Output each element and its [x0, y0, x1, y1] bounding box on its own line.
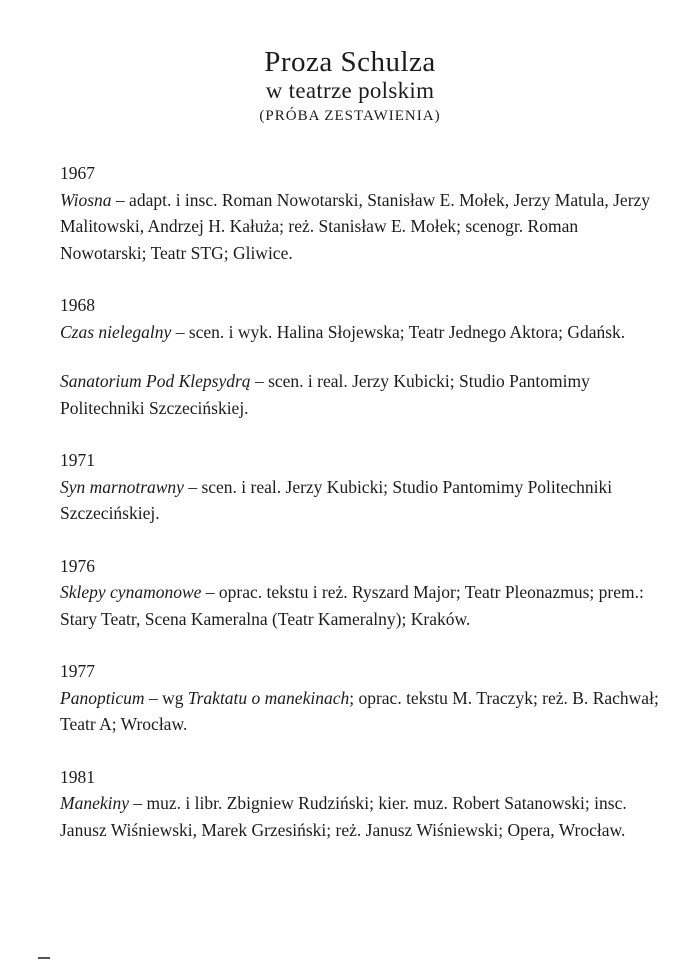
entry-year: 1967: [60, 163, 95, 183]
page-edge-mark: [38, 957, 50, 959]
entry-year: 1976: [60, 555, 95, 576]
page-subtitle: w teatrze polskim: [265, 78, 435, 103]
page-title: Proza Schulza: [264, 46, 436, 78]
entry-details: – muz. i libr. Zbigniew Rudziński; kier. muz. Robert Satanowski; insc. Janusz Wiśniewski, Marek Grzesiński; reż. Janusz Wiśniewski; Opera, Wrocław.: [60, 793, 627, 840]
entry-1967: [60, 160, 660, 266]
work-title: Manekiny: [60, 793, 129, 813]
entry-year: 1971: [60, 450, 95, 470]
work-title: Syn marnotrawny: [60, 476, 184, 497]
entry-description: [60, 579, 660, 632]
work-title: Sklepy cynamonowe: [60, 582, 202, 602]
work-title: Wiosna: [60, 189, 112, 210]
work-title: Czas nielegalny: [60, 321, 172, 342]
entry-year: 1977: [60, 661, 95, 681]
entry-1968: [60, 292, 660, 345]
entry-1981: [60, 764, 660, 844]
entry-details: – scen. i wyk. Halina Słojewska; Teatr Jednego Aktora; Gdańsk.: [171, 321, 626, 342]
source-title: Traktatu o manekinach: [187, 687, 350, 708]
entry-details: – scen. i real. Jerzy Kubicki; Studio Pantomimy Politechniki Szczecińskiej.: [60, 476, 613, 523]
entry-year: 1981: [60, 766, 95, 787]
entry-details: – oprac. tekstu i reż. Ryszard Major; Teatr Pleonazmus; prem.: Stary Teatr, Scena Kameralna (Teatr Kameralny); Kraków.: [60, 582, 644, 629]
page-header: [0, 46, 700, 126]
entries-list: [60, 160, 660, 869]
entry-details-prefix: – wg: [144, 687, 188, 708]
entry-description: [60, 187, 660, 267]
entry-1971: [60, 447, 660, 527]
entry-details: – adapt. i insc. Roman Nowotarski, Stanisław E. Mołek, Jerzy Matula, Jerzy Malitowski, Andrzej H. Kałuża; reż. Stanisław E. Mołek; scenogr. Roman Nowotarski; Teatr STG; Gliwice.: [60, 189, 651, 263]
entry-1977: [60, 658, 660, 738]
entry-description: [60, 368, 660, 421]
entry-1968-second: [60, 368, 660, 421]
entry-details: ; oprac. tekstu M. Traczyk; reż. B. Rachwał; Teatr A; Wrocław.: [60, 687, 659, 734]
entry-details: – scen. i real. Jerzy Kubicki; Studio Pantomimy Politechniki Szczecińskiej.: [60, 371, 590, 418]
entry-description: [60, 474, 660, 527]
work-title: Panopticum: [60, 687, 145, 708]
work-title: Sanatorium Pod Klepsydrą: [60, 371, 251, 391]
entry-description: [60, 685, 660, 738]
entry-1976: [60, 553, 660, 633]
entry-description: [60, 319, 660, 346]
entry-description: [60, 790, 660, 843]
page-note: (PRÓBA ZESTAWIENIA): [259, 108, 441, 124]
entry-year: 1968: [60, 295, 95, 315]
